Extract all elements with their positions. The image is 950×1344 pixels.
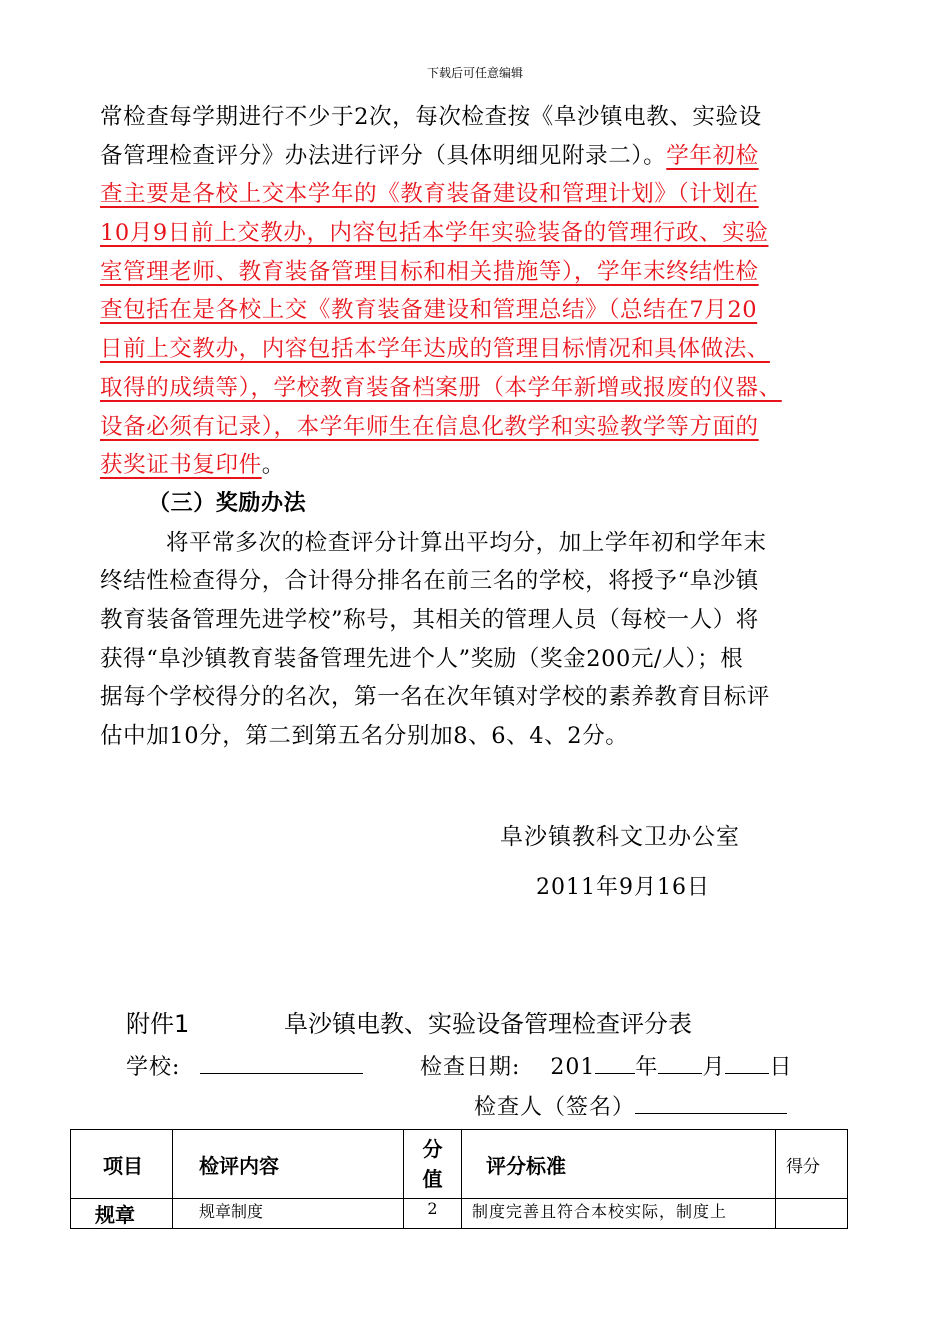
school-label: 学校: <box>126 1055 181 1080</box>
body-line <box>100 137 862 176</box>
cell-content: 规章制度 <box>173 1199 404 1229</box>
day-suffix: 日 <box>769 1055 793 1080</box>
school-blank <box>200 1051 363 1074</box>
body-line <box>100 446 862 485</box>
attachment-label: 附件1 <box>126 1010 190 1038</box>
red-underlined-line: 取得的成绩等），学校教育装备档案册（本学年新增或报废的仪器、 <box>100 374 782 401</box>
date-field-row <box>420 1050 792 1081</box>
inspector-blank <box>635 1091 787 1114</box>
signature-date: 2011年9月16日 <box>536 875 710 900</box>
body-paragraph <box>100 98 862 756</box>
reward-line: 估中加10分，第二到第五名分别加8、6、4、2分。 <box>100 723 629 749</box>
page-header: 下载后可任意编辑 <box>426 66 523 80</box>
red-underlined-text: 学年初检 <box>666 142 759 169</box>
header-points: 得分 <box>776 1130 848 1199</box>
header-content: 检评内容 <box>173 1130 404 1199</box>
signature-office: 阜沙镇教科文卫办公室 <box>500 824 740 850</box>
year-suffix: 年 <box>635 1055 659 1080</box>
red-underlined-text: 获奖证书复印件 <box>100 452 262 479</box>
reward-line: 据每个学校得分的名次，第一名在次年镇对学校的素养教育目标评 <box>100 684 770 711</box>
school-field-row <box>126 1050 363 1081</box>
red-underlined-line: 查主要是各校上交本学年的《教育装备建设和管理计划》（计划在 <box>100 181 759 208</box>
body-line: 常检查每学期进行不少于2次，每次检查按《阜沙镇电教、实验设 <box>100 104 762 130</box>
date-label: 检查日期: <box>420 1055 521 1080</box>
cell-points <box>776 1199 848 1229</box>
month-blank <box>658 1051 702 1074</box>
reward-line: 教育装备管理先进学校”称号，其相关的管理人员（每校一人）将 <box>100 606 759 633</box>
red-underlined-line: 10月9日前上交教办，内容包括本学年实验装备的管理行政、实验 <box>100 220 769 247</box>
red-underlined-line: 日前上交教办，内容包括本学年达成的管理目标情况和具体做法、 <box>100 336 770 363</box>
header-item: 项目 <box>71 1130 173 1199</box>
inspector-label: 检查人（签名） <box>474 1095 636 1120</box>
year-prefix: 201 <box>550 1055 596 1080</box>
header-score <box>404 1130 462 1199</box>
red-underlined-line: 室管理老师、教育装备管理目标和相关措施等），学年末终结性检 <box>100 258 759 285</box>
year-blank <box>595 1051 635 1074</box>
cell-criteria: 制度完善且符合本校实际，制度上 <box>462 1199 776 1229</box>
attachment-title: 阜沙镇电教、实验设备管理检查评分表 <box>284 1010 692 1038</box>
table-header-row <box>71 1130 848 1199</box>
attachment-title-row <box>126 1004 692 1039</box>
section-heading: （三）奖励办法 <box>148 490 307 516</box>
month-suffix: 月 <box>702 1055 726 1080</box>
table-row <box>71 1199 848 1229</box>
inspector-field-row <box>474 1090 787 1121</box>
reward-line: 获得“阜沙镇教育装备管理先进个人”奖励（奖金200元/人）；根 <box>100 645 744 672</box>
score-table <box>70 1129 848 1229</box>
header-criteria: 评分标准 <box>462 1130 776 1199</box>
header-score-line2: 值 <box>422 1167 443 1191</box>
reward-line: 将平常多次的检查评分计算出平均分，加上学年初和学年末 <box>166 529 767 556</box>
day-blank <box>725 1051 769 1074</box>
red-underlined-line: 查包括在是各校上交《教育装备建设和管理总结》（总结在7月20 <box>100 297 758 324</box>
cell-item: 规章 <box>71 1199 173 1229</box>
reward-line: 终结性检查得分，合计得分排名在前三名的学校，将授予“阜沙镇 <box>100 568 759 595</box>
cell-score: 2 <box>404 1199 462 1229</box>
red-underlined-line: 设备必须有记录），本学年师生在信息化教学和实验教学等方面的 <box>100 413 759 440</box>
body-line-text: 备管理检查评分》办法进行评分（具体明细见附录二）。 <box>100 142 667 169</box>
body-line-text: 。 <box>261 452 285 479</box>
header-score-line1: 分 <box>422 1137 443 1161</box>
